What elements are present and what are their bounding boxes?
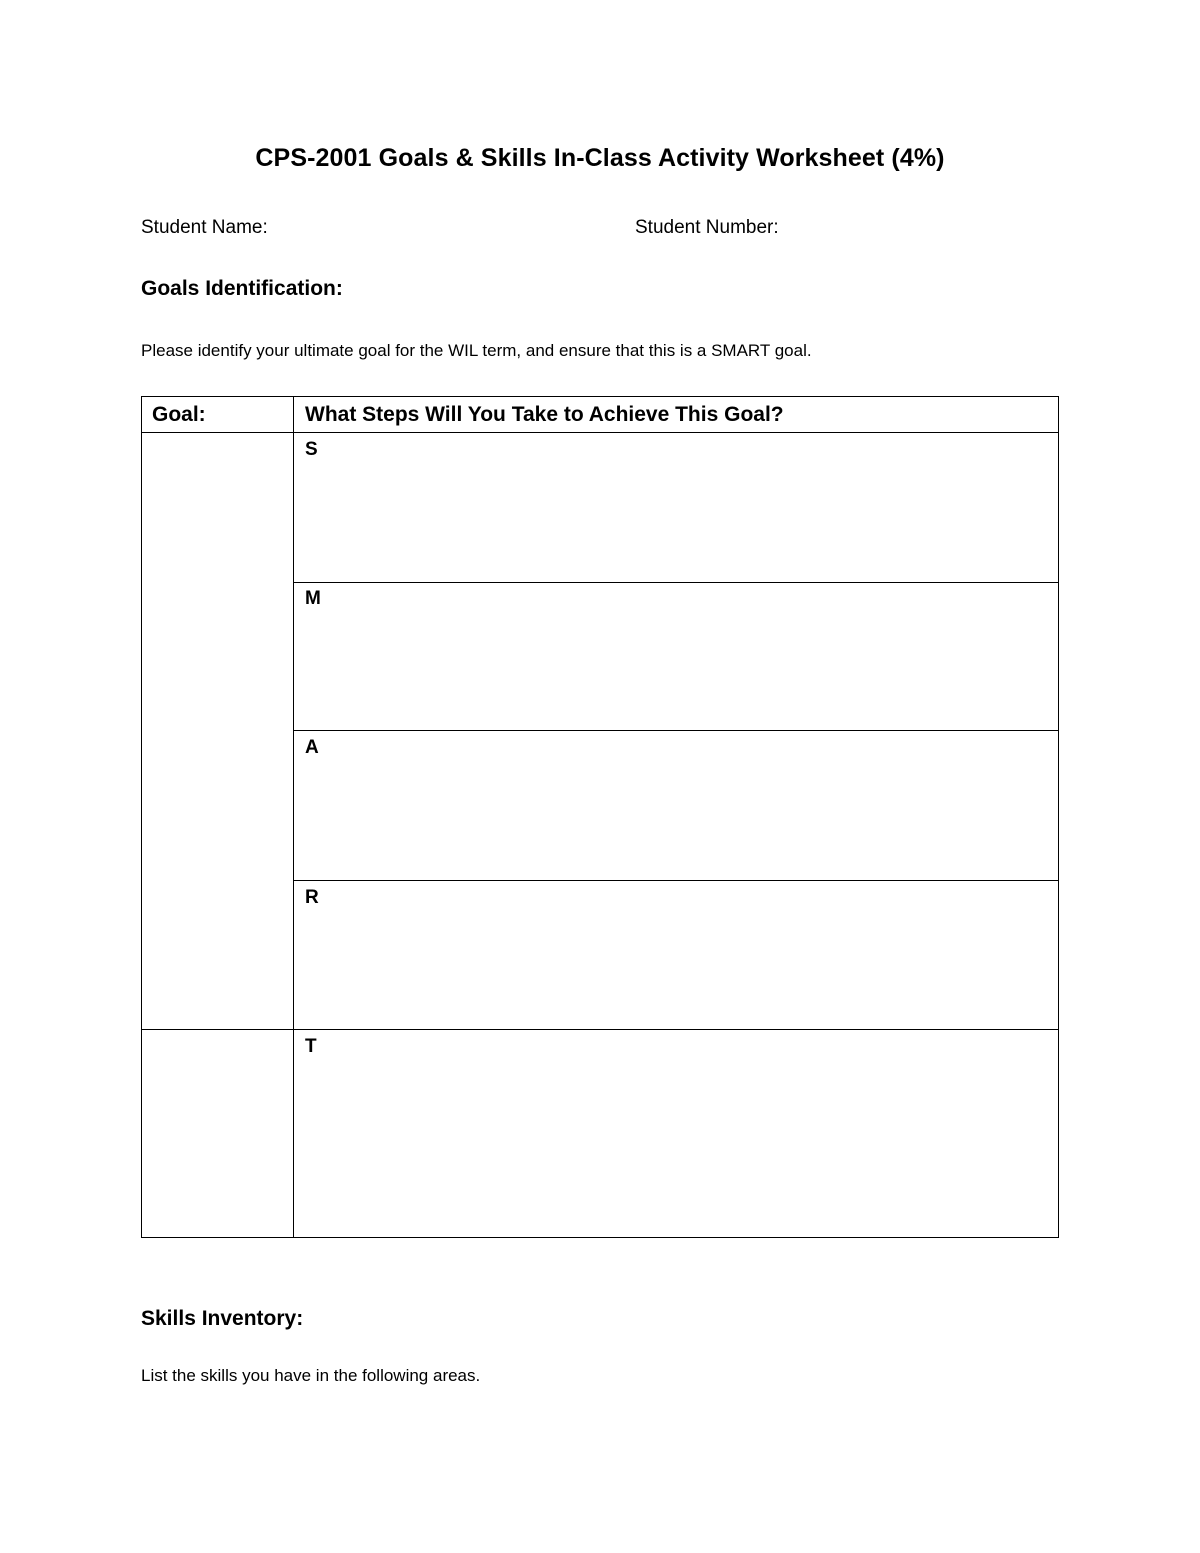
- student-name-label: Student Name:: [141, 217, 268, 238]
- student-number-label: Student Number:: [635, 217, 779, 238]
- smart-row-r[interactable]: [294, 881, 1058, 1029]
- smart-letter-a: A: [305, 737, 319, 758]
- smart-letter-m: M: [305, 588, 321, 609]
- smart-goal-table: [141, 396, 1059, 1238]
- smart-row-s[interactable]: [294, 433, 1058, 582]
- smart-letter-s: S: [305, 439, 318, 460]
- goal-column-header: Goal:: [152, 403, 206, 426]
- table-border-top: [141, 396, 1059, 397]
- smart-row-t[interactable]: [294, 1030, 1058, 1237]
- smart-letter-t: T: [305, 1036, 317, 1057]
- goal-cell-secondary[interactable]: [142, 1030, 293, 1237]
- goals-instruction: Please identify your ultimate goal for the WIL term, and ensure that this is a SMART goal.: [141, 341, 812, 360]
- goals-identification-heading: Goals Identification:: [141, 277, 343, 300]
- page-title: CPS-2001 Goals & Skills In-Class Activity Worksheet (4%): [255, 144, 945, 172]
- smart-letter-r: R: [305, 887, 319, 908]
- goal-cell-primary[interactable]: [142, 433, 293, 1029]
- table-border-bottom: [141, 1237, 1059, 1238]
- smart-row-m[interactable]: [294, 583, 1058, 730]
- table-border-right: [1058, 396, 1059, 1238]
- smart-row-a[interactable]: [294, 731, 1058, 880]
- skills-inventory-heading: Skills Inventory:: [141, 1307, 304, 1330]
- steps-column-header: What Steps Will You Take to Achieve This Goal?: [305, 403, 784, 426]
- skills-instruction: List the skills you have in the following areas.: [141, 1366, 481, 1385]
